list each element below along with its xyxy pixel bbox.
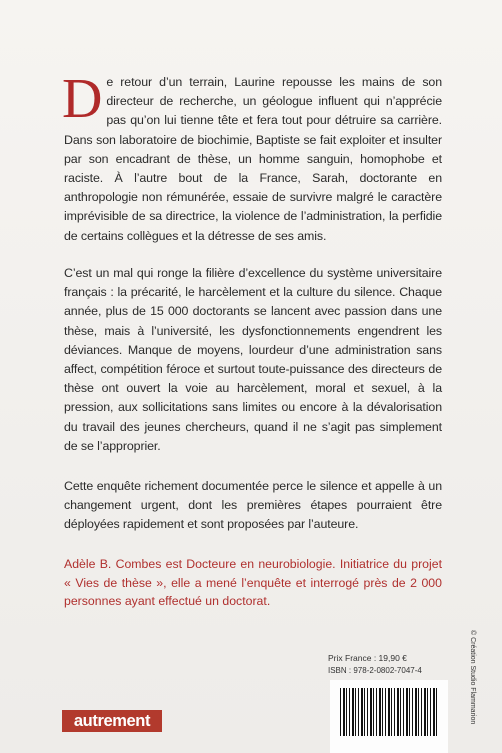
barcode-bars [340,688,438,736]
isbn-label: ISBN : 978-2-0802-7047-4 [328,666,422,675]
barcode [330,680,448,753]
summary-paragraph-2: C’est un mal qui ronge la filière d’excellence du système universitaire français : la précarité, le harcèlement et la culture du silence. Chaque année, plus de 15 000 doctorants se lancent avec passion dans une thèse, mais à l’université, les dysfonctionnements engendrent les déviances. Manque de moyens, lourdeur d’une administration sans affect, compétition féroce et surtout toute-puissance des directeurs de thèse ont ouvert la voie au harcèlement, moral et sexuel, à la pression, aux sollicitations sans limites ou encore à la dévalorisation du travail des jeunes chercheurs, quand il ne s’agit pas simplement de se l’approprier. [64,266,442,453]
drop-cap: D [62,68,103,130]
summary-paragraph-3: Cette enquête richement documentée perce le silence et appelle à un changement urgent, dont les premières étapes pourraient être déployées rapidement et sont proposées par l’auteure. [64,479,442,532]
author-bio: Adèle B. Combes est Docteure en neurobiologie. Initiatrice du projet « Vies de thèse », elle a mené l’enquête et interrogé près de 2 000 personnes ayant effectué un doctorat. [64,557,442,608]
summary-paragraph-1 [62,68,442,246]
publisher-logo: autrement [62,710,162,732]
summary-paragraph-1-text: e retour d’un terrain, Laurine repousse les mains de son directeur de recherche, un géologue influent qui n’apprécie pas qu’on lui tienne tête et fera tout pour détruire sa carrière. Dans son laboratoire de biochimie, Baptiste se fait exploiter et insulter par son encadrant de thèse, un homme sanguin, homophobe et raciste. À l’autre bout de la France, Sarah, doctorante en anthropologie non rémunérée, essaie de survivre malgré le caractère imprévisible de sa directrice, la violence de l’administration, la perfidie de certains collègues et la détresse de ses amis. [64,75,442,243]
price-label: Prix France : 19,90 € [328,653,407,663]
cover-credit: © Création Studio Flammarion [469,630,476,725]
